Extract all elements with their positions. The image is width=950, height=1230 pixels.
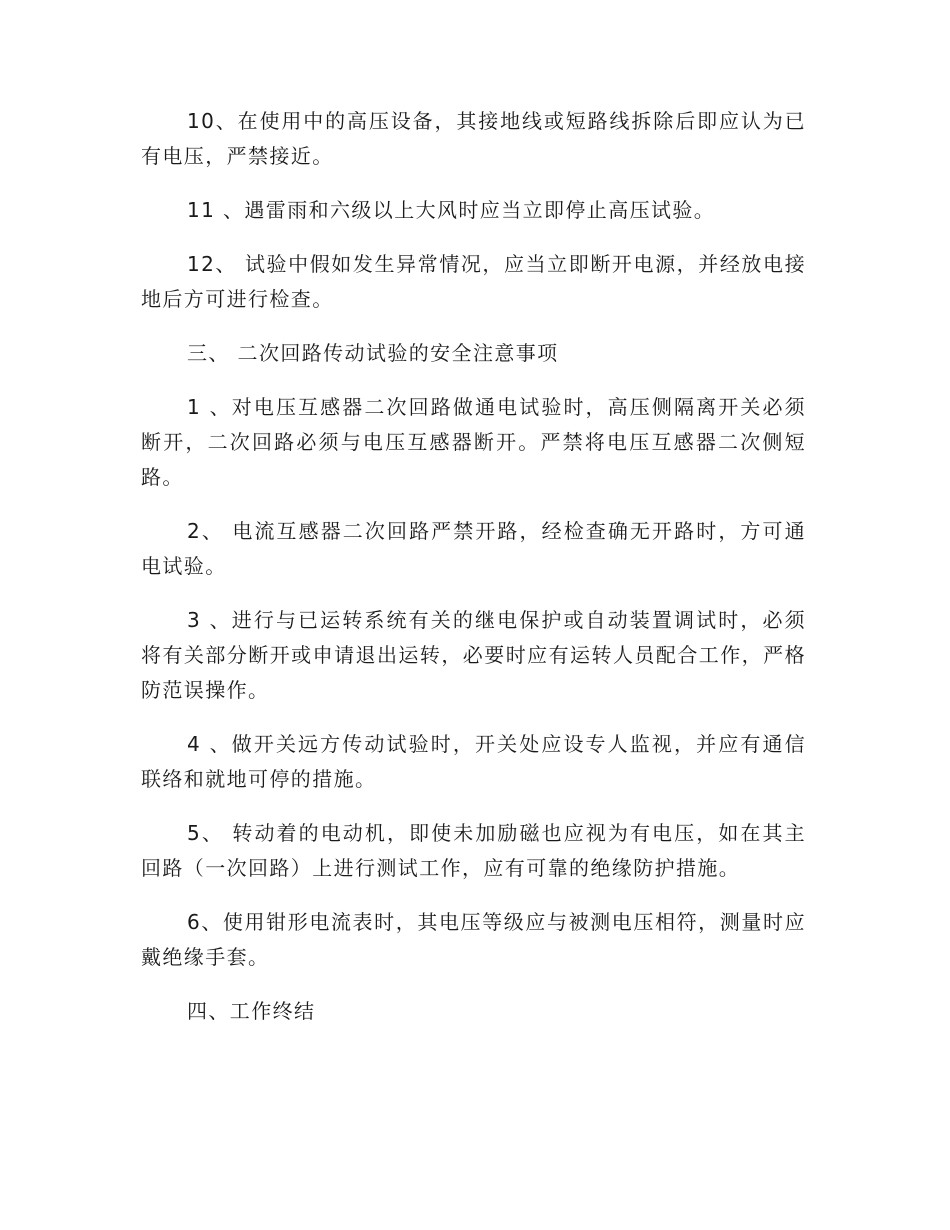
paragraph-item-4: 4 、做开关远方传动试验时，开关处应设专人监视，并应有通信联络和就地可停的措施。 <box>141 732 806 791</box>
paragraph-item-12: 12、 试验中假如发生异常情况，应当立即断开电源，并经放电接地后方可进行检查。 <box>141 252 806 311</box>
paragraph-item-6: 6、使用钳形电流表时，其电压等级应与被测电压相符，测量时应戴绝缘手套。 <box>141 910 806 969</box>
paragraph-item-1: 1 、对电压互感器二次回路做通电试验时，高压侧隔离开关必须断开，二次回路必须与电压互感器断开。严禁将电压互感器二次侧短路。 <box>141 395 806 489</box>
paragraph-item-2: 2、 电流互感器二次回路严禁开路，经检查确无开路时，方可通电试验。 <box>141 519 806 578</box>
section-heading-4: 四、工作终结 <box>187 999 316 1023</box>
paragraph-item-5: 5、 转动着的电动机，即使未加励磁也应视为有电压，如在其主回路（一次回路）上进行测试工作，应有可靠的绝缘防护措施。 <box>141 821 806 880</box>
paragraph-item-11: 11 、遇雷雨和六级以上大风时应当立即停止高压试验。 <box>187 198 716 222</box>
paragraph-item-3: 3 、进行与已运转系统有关的继电保护或自动装置调试时，必须将有关部分断开或申请退出运转，必要时应有运转人员配合工作，严格防范误操作。 <box>141 608 806 702</box>
document-body <box>141 104 806 1048</box>
section-heading-3: 三、 二次回路传动试验的安全注意事项 <box>187 341 559 365</box>
paragraph-item-10: 10、在使用中的高压设备，其接地线或短路线拆除后即应认为已有电压，严禁接近。 <box>141 109 806 168</box>
